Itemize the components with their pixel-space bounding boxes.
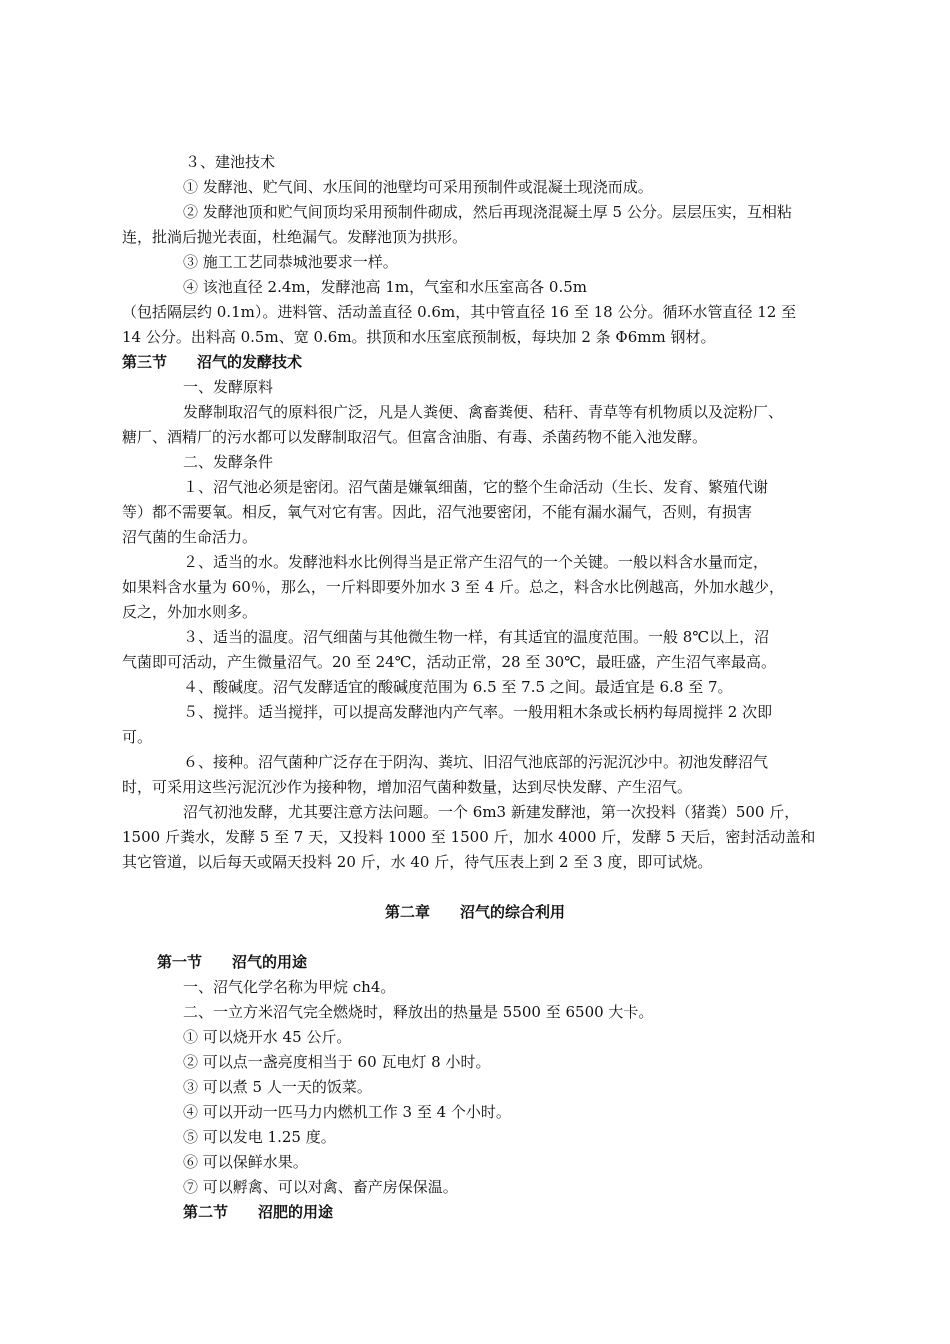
subheading-construction: ３、建池技术 — [185, 153, 276, 171]
paragraph-line: 连，批淌后抛光表面，杜绝漏气。发酵池顶为拱形。 — [122, 228, 468, 246]
paragraph-line: （包括隔层约 0.1m）。进料管、活动盖直径 0.6m，其中管直径 16 至 18 公分。循环水管直径 12 至 — [122, 303, 797, 321]
section-heading-fertilizer: 第二节 沼肥的用途 — [183, 1203, 334, 1221]
paragraph-line: ２、适当的水。发酵池料水比例得当是正常产生沼气的一个关键。一般以料含水量而定， — [183, 553, 769, 571]
paragraph-line: 反之，外加水则多。 — [122, 603, 258, 621]
paragraph-line: 14 公分。出料高 0.5m、宽 0.6m。拱顶和水压室底预制板，每块加 2 条 Φ6mm 钢材。 — [122, 328, 716, 346]
subheading-conditions: 二、发酵条件 — [183, 453, 274, 471]
paragraph-line: 如果料含水量为 60％，那么，一斤料即要外加水 3 至 4 斤。总之，料含水比例越高，外加水越少， — [122, 578, 785, 596]
paragraph-line: 气菌即可活动，产生微量沼气。20 至 24℃，活动正常，28 至 30℃，最旺盛，产生沼气率最高。 — [122, 653, 776, 671]
paragraph-line: ６、接种。沼气菌种广泛存在于阴沟、粪坑、旧沼气池底部的污泥沉沙中。初池发酵沼气 — [183, 753, 769, 771]
paragraph-line: 沼气初池发酵，尤其要注意方法问题。一个 6m3 新建发酵池，第一次投料（猪粪）500 斤， — [183, 803, 800, 821]
paragraph-line: ④ 该池直径 2.4m，发酵池高 1m，气室和水压室高各 0.5m — [183, 278, 587, 296]
paragraph-line: ② 发酵池顶和贮气间顶均采用预制件砌成，然后再现浇混凝土厚 5 公分。层层压实，互相粘 — [183, 203, 792, 221]
paragraph-line: ① 发酵池、贮气间、水压间的池壁均可采用预制件或混凝土现浇而成。 — [183, 178, 653, 196]
list-item: 一、沼气化学名称为甲烷 ch4。 — [183, 978, 396, 996]
list-item: 二、一立方米沼气完全燃烧时，释放出的热量是 5500 至 6500 大卡。 — [183, 1003, 654, 1021]
paragraph-line: １、沼气池必须是密闭。沼气菌是嫌氧细菌，它的整个生命活动（生长、发育、繁殖代谢 — [183, 478, 769, 496]
list-item: ② 可以点一盏亮度相当于 60 瓦电灯 8 小时。 — [183, 1053, 491, 1071]
paragraph-line: 等）都不需要氧。相反，氧气对它有害。因此，沼气池要密闭，不能有漏水漏气，否则，有损害 — [122, 503, 753, 521]
subheading-raw-materials: 一、发酵原料 — [183, 378, 274, 396]
list-item: ① 可以烧开水 45 公斤。 — [183, 1028, 352, 1046]
paragraph-line: ５、搅拌。适当搅拌，可以提高发酵池内产气率。一般用粗木条或长柄杓每周搅拌 2 次即 — [183, 703, 773, 721]
paragraph-line: 糖厂、酒精厂的污水都可以发酵制取沼气。但富含油脂、有毒、杀菌药物不能入池发酵。 — [122, 428, 708, 446]
paragraph-line: 其它管道，以后每天或隔天投料 20 斤，水 40 斤，待气压表上到 2 至 3 度，即可试烧。 — [122, 853, 713, 871]
list-item: ⑤ 可以发电 1.25 度。 — [183, 1128, 336, 1146]
paragraph-line: 时，可采用这些污泥沉沙作为接种物，增加沼气菌种数量，达到尽快发酵、产生沼气。 — [122, 778, 693, 796]
paragraph-line: 发酵制取沼气的原料很广泛，凡是人粪便、禽畜粪便、秸秆、青草等有机物质以及淀粉厂、 — [183, 403, 784, 421]
section-heading-uses: 第一节 沼气的用途 — [157, 953, 308, 971]
paragraph-line: ４、酸碱度。沼气发酵适宜的酸碱度范围为 6.5 至 7.5 之间。最适宜是 6.8 至 7。 — [183, 678, 733, 696]
list-item: ⑥ 可以保鲜水果。 — [183, 1153, 308, 1171]
paragraph-line: 1500 斤粪水，发酵 5 至 7 天，又投料 1000 至 1500 斤，加水 4000 斤，发酵 5 天后，密封活动盖和 — [122, 828, 816, 846]
section-heading-fermentation: 第三节 沼气的发酵技术 — [122, 353, 303, 371]
paragraph-line: 沼气菌的生命活力。 — [122, 528, 258, 546]
paragraph-line: ③ 施工工艺同恭城池要求一样。 — [183, 253, 398, 271]
list-item: ④ 可以开动一匹马力内燃机工作 3 至 4 个小时。 — [183, 1103, 511, 1121]
chapter-heading: 第二章 沼气的综合利用 — [384, 903, 565, 921]
list-item: ③ 可以煮 5 人一天的饭菜。 — [183, 1078, 372, 1096]
paragraph-line: ３、适当的温度。沼气细菌与其他微生物一样，有其适宜的温度范围。一般 8℃以上，沼 — [183, 628, 770, 646]
paragraph-line: 可。 — [122, 728, 153, 746]
list-item: ⑦ 可以孵禽、可以对禽、畜产房保保温。 — [183, 1178, 458, 1196]
